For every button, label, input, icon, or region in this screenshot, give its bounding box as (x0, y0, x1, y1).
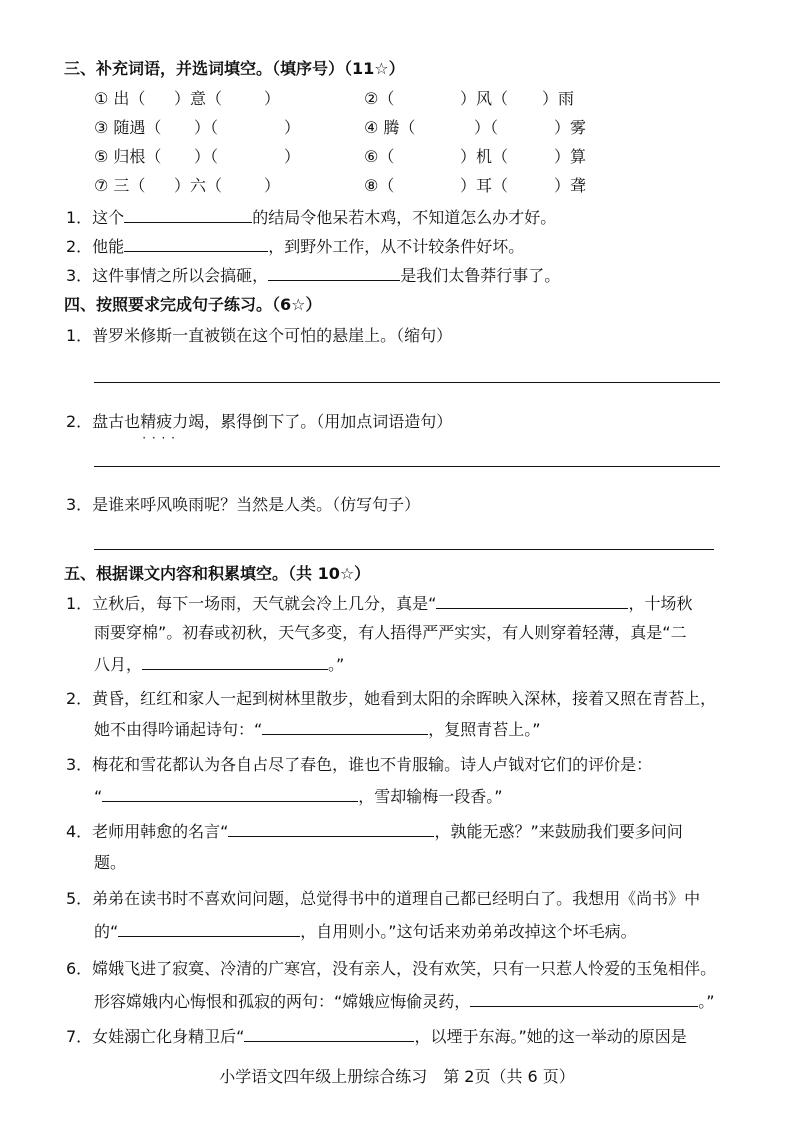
idiom-4-a: ④ 腾（ (364, 118, 416, 137)
section-4-question-2 (66, 411, 452, 433)
section-5-q1-line-1 (66, 592, 693, 615)
q5-7-prefix: 7．女娃溺亡化身精卫后“ (66, 1027, 245, 1046)
section-5-q2-line-2 (94, 718, 541, 741)
idiom-8-b: ）耳（ (460, 176, 509, 195)
q5-2-suffix: ，复照青苔上。” (428, 720, 541, 739)
q5-1-blank-1[interactable] (436, 592, 628, 609)
idiom-1-a: ① 出（ (94, 89, 146, 108)
idiom-3-b: ）（ (194, 118, 219, 137)
section-5-q4-line-2: 题。 (94, 853, 127, 872)
answer-line-4-2[interactable] (94, 466, 720, 467)
q5-1-line3-prefix: 八月， (94, 655, 143, 674)
section-5-q2-line-1: 2．黄昏，红红和家人一起到树林里散步，她看到太阳的余晖映入深林，接着又照在青苔上， (66, 689, 717, 708)
q5-5-blank[interactable] (118, 920, 300, 937)
q5-7-suffix: ，以堙于东海。”她的这一举动的原因是 (414, 1027, 687, 1046)
idiom-row-4 (94, 175, 586, 197)
idiom-4-c: ）雾 (554, 118, 587, 137)
q1-blank[interactable] (124, 206, 252, 223)
q1-suffix: 的结局令他呆若木鸡，不知道怎么办才好。 (252, 208, 557, 227)
section-4-question-1: 1．普罗米修斯一直被锁在这个可怕的悬崖上。（缩句） (66, 326, 453, 345)
q2-suffix: ，到野外工作，从不计较条件好坏。 (268, 237, 525, 256)
section-5-q1-line-2: 雨要穿棉”。初春或初秋，天气多变，有人捂得严严实实，有人则穿着轻薄，真是“二 (94, 623, 687, 642)
q3-blank[interactable] (268, 264, 400, 281)
q5-4-prefix: 4．老师用韩愈的名言“ (66, 822, 229, 841)
q5-1-mid: ，十场秋 (628, 594, 693, 613)
q5-3-prefix: “ (94, 787, 103, 806)
q4-2-prefix: 2．盘古也 (66, 412, 141, 431)
idiom-2-b: ）风（ (460, 89, 509, 108)
q5-2-blank[interactable] (262, 718, 428, 735)
section-4-title: 四、按照要求完成句子练习。（6☆） (64, 295, 322, 314)
q3-suffix: 是我们太鲁莽行事了。 (400, 266, 561, 285)
q2-prefix: 2．他能 (66, 237, 125, 256)
section-5-title: 五、根据课文内容和积累填空。（共 10☆） (64, 564, 371, 583)
q5-1-blank-2[interactable] (142, 653, 328, 670)
answer-line-4-1[interactable] (94, 382, 720, 383)
q5-4-suffix: ，孰能无惑？”来鼓励我们要多问问 (434, 822, 683, 841)
q5-3-suffix: ，雪却输梅一段香。” (358, 787, 503, 806)
q5-1-line3-suffix: 。” (328, 655, 345, 674)
idiom-1-b: ）意（ (174, 89, 223, 108)
section-5-q3-line-2 (94, 785, 503, 808)
section-5-q5-line-2 (94, 920, 637, 943)
idiom-4-b: ）（ (474, 118, 499, 137)
q5-7-blank[interactable] (244, 1025, 414, 1042)
idiom-1-c: ） (264, 89, 281, 108)
q2-blank[interactable] (124, 235, 268, 252)
answer-line-4-3[interactable] (94, 549, 714, 550)
idiom-row-1 (94, 88, 574, 110)
idiom-7-a: ⑦ 三（ (94, 176, 146, 195)
section-5-q5-line-1: 5．弟弟在读书时不喜欢问问题，总觉得书中的道理自己都已经明白了。我想用《尚书》中 (66, 889, 701, 908)
idiom-3-a: ③ 随遇（ (94, 118, 162, 137)
q5-4-blank[interactable] (228, 820, 434, 837)
section-5-q6-line-2 (94, 990, 715, 1013)
section-5-q4-line-1 (66, 820, 683, 843)
idiom-8-c: ）聋 (554, 176, 587, 195)
q5-2-prefix: 她不由得吟诵起诗句：“ (94, 720, 263, 739)
idiom-6-a: ⑥（ (364, 147, 395, 166)
section-4-question-3: 3．是谁来呼风唤雨呢？当然是人类。（仿写句子） (66, 495, 421, 514)
section-3-title: 三、补充词语，并选词填空。（填序号）（11☆） (64, 59, 405, 78)
section-5-q3-line-1: 3．梅花和雪花都认为各自占尽了春色，谁也不肯服输。诗人卢钺对它们的评价是： (66, 755, 653, 774)
idiom-5-c: ） (284, 147, 301, 166)
q3-prefix: 3．这件事情之所以会搞砸， (66, 266, 269, 285)
q4-2-suffix: ，累得倒下了。（用加点词语造句） (204, 412, 453, 431)
idiom-5-a: ⑤ 归根（ (94, 147, 162, 166)
section-3-question-2 (66, 235, 524, 258)
q5-6-blank[interactable] (470, 990, 698, 1007)
section-5-q6-line-1: 6．嫦娥飞进了寂寞、冷清的广寒宫，没有亲人，没有欢笑，只有一只惹人怜爱的玉兔相伴。 (66, 959, 717, 978)
idiom-7-b: ）六（ (174, 176, 223, 195)
dotted-word: 精疲力竭 · · · · (140, 411, 204, 433)
page-footer: 小学语文四年级上册综合练习 第 2页（共 6 页） (219, 1067, 575, 1086)
idiom-2-a: ②（ (364, 89, 395, 108)
q5-1-prefix: 1．立秋后，每下一场雨，天气就会冷上几分，真是“ (66, 594, 437, 613)
idiom-2-c: ）雨 (542, 89, 575, 108)
q5-5-suffix: ，自用则小。”这句话来劝弟弟改掉这个坏毛病。 (300, 922, 637, 941)
idiom-6-c: ）算 (554, 147, 587, 166)
section-3-question-1 (66, 206, 556, 229)
q5-3-blank[interactable] (102, 785, 358, 802)
idiom-row-3 (94, 146, 586, 168)
q1-prefix: 1．这个 (66, 208, 125, 227)
idiom-6-b: ）机（ (460, 147, 509, 166)
idiom-5-b: ）（ (194, 147, 219, 166)
idiom-3-c: ） (284, 118, 301, 137)
idiom-8-a: ⑧（ (364, 176, 395, 195)
idiom-7-c: ） (264, 176, 281, 195)
section-3-question-3 (66, 264, 560, 287)
idiom-row-2 (94, 117, 586, 139)
section-5-q1-line-3 (94, 653, 344, 676)
q5-5-prefix: 的“ (94, 922, 119, 941)
q5-6-prefix: 形容嫦娥内心悔恨和孤寂的两句：“嫦娥应悔偷灵药， (94, 992, 471, 1011)
section-5-q7-line-1 (66, 1025, 687, 1048)
q5-6-suffix: 。” (698, 992, 715, 1011)
